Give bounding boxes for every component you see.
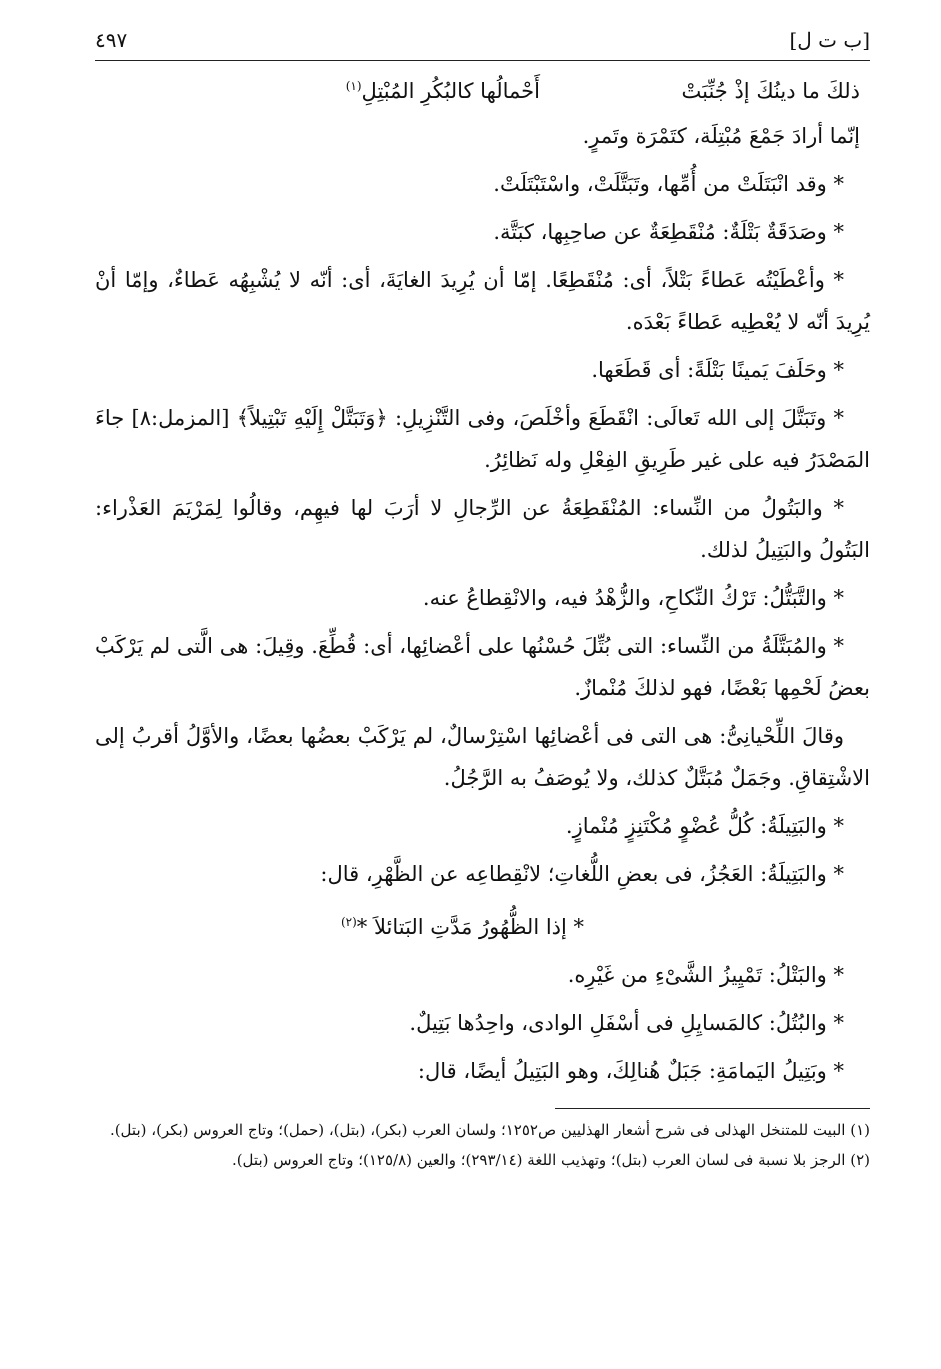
rajaz-verse [95,901,870,948]
paragraph: * والبَتْلُ: تَمْيِيزُ الشَّىْءِ من غَيْرِه. [567,963,844,987]
paragraph: * وأعْطَيْتُه عَطاءً بَتْلاً، أى: مُنْقَطِعًا. إمّا أن يُرِيدَ الغايَةَ، أى: أنّه لا يُشْبِهُه عَطاءٌ، وإمّا أنْ يُرِيدَ أنّه لا يُعْطِيه عَطاءً بَعْدَه. [95,268,870,334]
verse-hemistich-2 [346,79,540,103]
paragraph: * والبَتِيلَةُ: كُلُّ عُضْوٍ مُكْتَنِزٍ مُنْمازٍ. [565,814,844,838]
paragraph: * وبَتِيلُ اليَمامَةِ: جَبَلٌ هُنالِكَ، وهو البَتِيلُ أيضًا، قال: [417,1059,844,1083]
paragraph: * وصَدَقَةٌ بَتْلَةٌ: مُنْقَطِعَةٌ عن صاحِبِها، كبَتَّة. [493,220,844,244]
entry-body [95,115,870,1092]
paragraph: * وحَلَفَ يَمينًا بَتْلَةً: أى قَطَعَها. [591,358,844,382]
verse-hemistich-1: ذلكَ ما دينُكَ إذْ جُنِّبَتْ [681,79,860,103]
page-number: ٤٩٧ [95,28,128,52]
paragraph: * وقد انْبَتَلَتْ من أُمِّها، وتَبَتَّلَتْ، واسْتَبْتَلَتْ. [493,172,844,196]
paragraph: وقالَ اللِّحْيانِىُّ: هى التى فى أعْضائِها اسْتِرْسالٌ، لم يَرْكَبْ بعضُها بعضًا، والأوَّلُ أقربُ إلى الاشْتِقاقِ. وجَمَلٌ مُبَتَّلٌ كذلك، ولا يُوصَفُ به الرَّجُلُ. [95,724,870,790]
page-header [95,28,870,61]
page [95,28,870,1177]
footnotes [95,1117,870,1173]
poetry-verse [95,71,870,115]
paragraph: * والتَّبَتُّلُ: تَرْكُ النِّكاحِ، والزُّهْدُ فيه، والانْقِطاعُ عنه. [422,586,844,610]
paragraph: * والبُتُلُ: كالمَسايِلِ فى أسْفَلِ الوادى، واحِدُها بَتِيلٌ. [409,1011,844,1035]
footnote-separator [555,1108,870,1109]
paragraph: * والمُبَتَّلَةُ من النِّساء: التى بُتِّلَ حُسْنُها على أعْضائِها، أى: قُطِّعَ. وقِيلَ: هى الَّتى لم يَرْكَبْ بعضُ لَحْمِها بَعْضًا، فهو لذلكَ مُنْمازٌ. [95,634,870,700]
rajaz-verse-text: * إذا الظُّهُورُ مَدَّتِ البَتائلاَ * [356,915,585,939]
footnote-1: (١) البيت للمتنخل الهذلى فى شرح أشعار الهذليين ص١٢٥٢؛ ولسان العرب (بكر)، (بتل)، (حمل)؛ وتاج العروس (بكر)، (بتل). [109,1121,870,1139]
root-heading: [ب ت ل] [789,28,870,52]
paragraph: * وتَبَتَّلَ إلى الله تَعالَى: انْقَطَعَ وأخْلَصَ، وفى التَّنْزِيلِ: ﴿وَتَبَتَّلْ إِلَيْهِ تَبْتِيلاً﴾ [المزمل:٨] جاءَ المَصْدَرُ فيه على غير طَرِيقِ الفِعْلِ وله نَظائِرُ. [95,406,870,472]
verse-hemistich-2-text: أَحْمالُها كالبُكُرِ المُبْتِلِ [361,79,540,103]
footnote-2: (٢) الرجز بلا نسبة فى لسان العرب (بتل)؛ وتهذيب اللغة (٢٩٣/١٤)؛ والعين (١٢٥/٨)؛ وتاج العروس (بتل). [231,1151,870,1169]
footnote-ref-1: (١) [345,79,362,93]
paragraph: * والبَتِيلَةُ: العَجُزُ، فى بعضِ اللُّغاتِ؛ لانْقِطاعِه عن الظَّهْرِ، قال: [320,862,844,886]
footnote-ref-2: (٢) [340,915,357,929]
paragraph: * والبَتُولُ من النِّساء: المُنْقَطِعَةُ عن الرِّجالِ لا أرَبَ لها فيهِم، وقالُوا لِمَرْيَمَ العَذْراء: البَتُولُ والبَتِيلُ لذلك. [95,496,870,562]
paragraph: إنّما أرادَ جَمْعَ مُبْتِلَة، كتَمْرَة وتَمرٍ. [582,124,860,148]
